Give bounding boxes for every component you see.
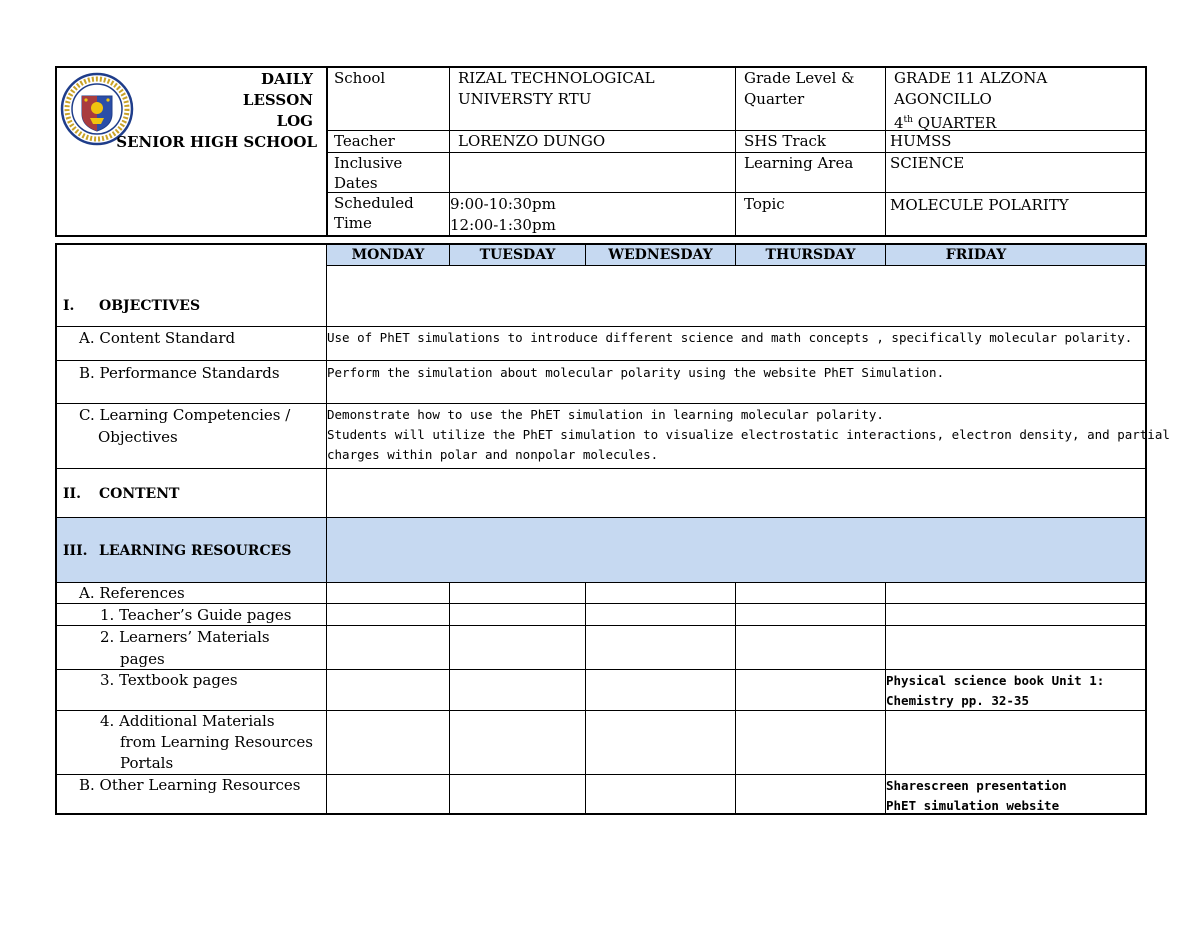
day-header-wednesday: WEDNESDAY	[608, 247, 713, 263]
other-friday-line1: Sharescreen presentation	[886, 778, 1067, 793]
day-header-tuesday: TUESDAY	[479, 247, 556, 263]
day-header-monday: MONDAY	[351, 247, 425, 263]
day-header-thursday: THURSDAY	[765, 247, 856, 263]
learners-materials-label-line2: pages	[120, 650, 165, 668]
dll-title-daily: DAILY	[261, 70, 313, 88]
topic-label: Topic	[744, 195, 785, 213]
dates-label-line1: Inclusive	[334, 154, 403, 172]
additional-materials-label-line3: Portals	[120, 754, 174, 772]
dll-title-shs: SENIOR HIGH SCHOOL	[116, 133, 317, 151]
resources-num: III.	[63, 543, 88, 559]
content-standard-value: Use of PhET simulations to introduce different science and math concepts , specifically molecular polarity.	[327, 330, 1133, 345]
grade-label-line1: Grade Level &	[744, 69, 855, 87]
additional-materials-label-line2: from Learning Resources	[120, 733, 313, 751]
grade-value-line2: AGONCILLO	[894, 90, 992, 108]
area-value: SCIENCE	[890, 154, 965, 172]
textbook-label: 3. Textbook pages	[100, 671, 238, 689]
quarter-sup: th	[903, 115, 913, 125]
quarter-word: QUARTER	[917, 114, 997, 132]
content-standard-label: A. Content Standard	[79, 329, 236, 347]
references-label: A. References	[79, 584, 185, 602]
track-value: HUMSS	[890, 132, 952, 150]
dates-label-line2: Dates	[334, 174, 378, 192]
teacher-value: LORENZO DUNGO	[458, 132, 606, 150]
performance-standards-value: Perform the simulation about molecular polarity using the website PhET Simulation.	[327, 365, 945, 380]
resources-heading: LEARNING RESOURCES	[99, 543, 292, 559]
teacher-label: Teacher	[334, 132, 395, 150]
quarter-num: 4	[894, 114, 904, 132]
topic-value: MOLECULE POLARITY	[890, 196, 1069, 214]
other-resources-label: B. Other Learning Resources	[79, 776, 301, 794]
performance-standards-label: B. Performance Standards	[79, 364, 280, 382]
textbook-friday-line1: Physical science book Unit 1:	[886, 673, 1105, 688]
time-label-line1: Scheduled	[334, 194, 414, 212]
school-value-line1: RIZAL TECHNOLOGICAL	[458, 69, 655, 87]
quarter-value	[894, 110, 996, 133]
grade-label-line2: Quarter	[744, 90, 805, 108]
competencies-value-line1: Demonstrate how to use the PhET simulation in learning molecular polarity.	[327, 407, 884, 422]
area-label: Learning Area	[744, 154, 854, 172]
competencies-label-line1: C. Learning Competencies /	[79, 406, 291, 424]
objectives-num: I.	[63, 298, 75, 314]
time-value-line1: 9:00-10:30pm	[450, 195, 556, 213]
track-label: SHS Track	[744, 132, 827, 150]
learners-materials-label-line1: 2. Learners’ Materials	[100, 628, 270, 646]
grade-value-line1: GRADE 11 ALZONA	[894, 69, 1048, 87]
teachers-guide-label: 1. Teacher’s Guide pages	[100, 606, 292, 624]
content-num: II.	[63, 486, 81, 502]
dll-title-lesson: LESSON	[242, 91, 313, 109]
school-value-line2: UNIVERSTY RTU	[458, 90, 592, 108]
additional-materials-label-line1: 4. Additional Materials	[100, 712, 275, 730]
time-label-line2: Time	[334, 214, 372, 232]
dll-title-log: LOG	[276, 112, 313, 130]
day-header-friday: FRIDAY	[945, 247, 1007, 263]
time-value-line2: 12:00-1:30pm	[450, 216, 556, 234]
objectives-heading: OBJECTIVES	[99, 298, 201, 314]
competencies-value-line3: charges within polar and nonpolar molecules.	[327, 447, 659, 462]
competencies-label-line2: Objectives	[98, 428, 178, 446]
textbook-friday-line2: Chemistry pp. 32-35	[886, 693, 1029, 708]
content-heading: CONTENT	[99, 486, 180, 502]
other-friday-line2: PhET simulation website	[886, 798, 1060, 813]
school-label: School	[334, 69, 386, 87]
competencies-value-line2: Students will utilize the PhET simulation to visualize electrostatic interactions, electron density, and partial	[327, 427, 1170, 442]
